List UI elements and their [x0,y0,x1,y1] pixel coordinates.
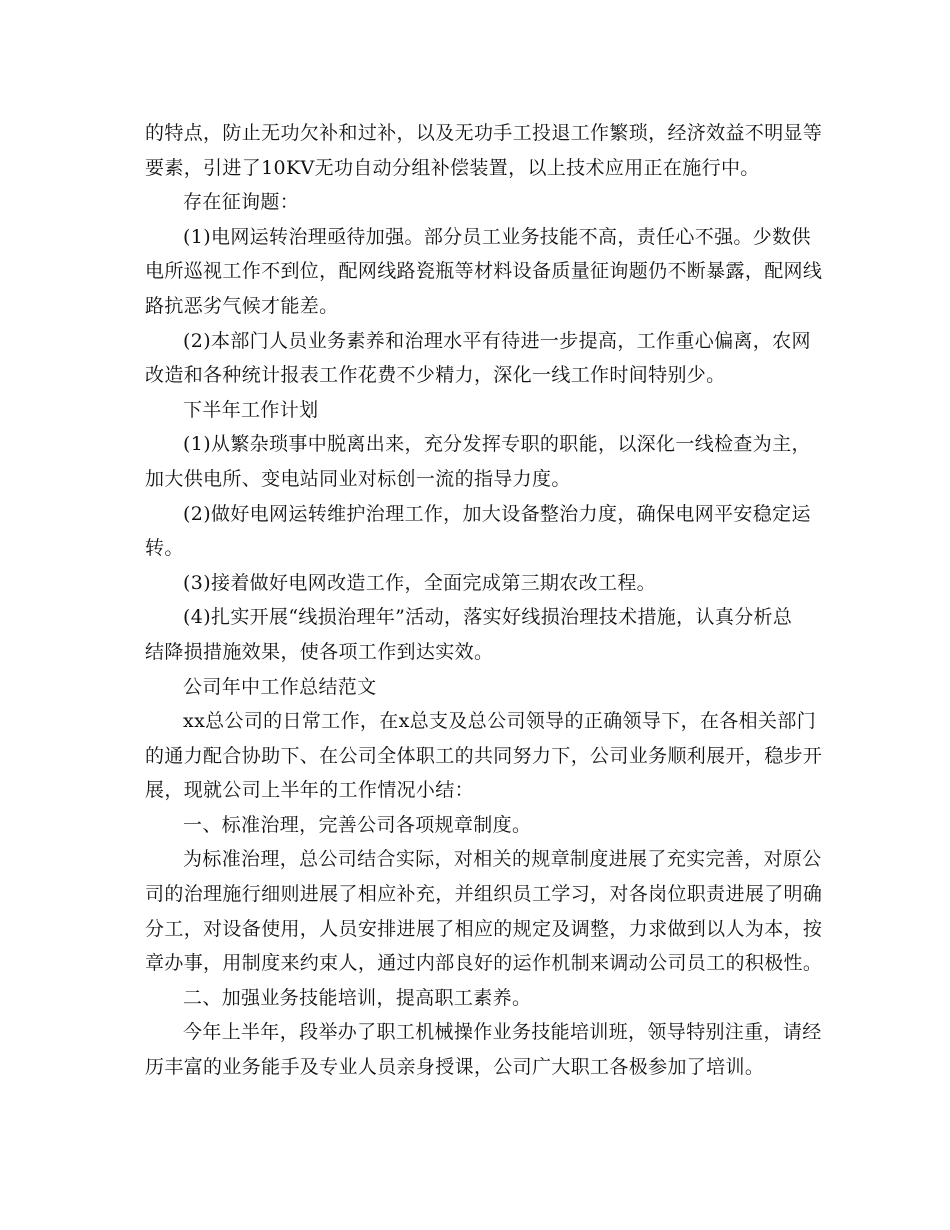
paragraph [145,842,823,980]
text-line: 展，现就公司上半年的工作情况小结： [145,779,474,802]
text-line: 加大供电所、变电站同业对标创一流的指导力度。 [145,467,571,490]
text-line: 的特点，防止无功欠补和过补，以及无功手工投退工作繁琐，经济效益不明显等 [145,122,823,144]
text-line: 二、加强业务技能培训，提高职工素养。 [183,986,532,1009]
text-line: (1)从繁杂琐事中脱离出来，充分发挥专职的职能，以深化一线检查为主， [183,433,811,456]
text-line: 路抗恶劣气候才能差。 [145,294,339,317]
section-heading [145,670,805,705]
text-line: 司的治理施行细则进展了相应补充，并组织员工学习，对各岗位职责进展了明确 [145,883,823,906]
text-line: 一、标准治理，完善公司各项规章制度。 [183,813,532,836]
section-heading [145,393,805,428]
paragraph [145,566,805,601]
text-line: 章办事，用制度来约束人，通过内部良好的运作机制来调动公司员工的积极性。 [145,952,823,975]
text-line: (4)扎实开展“线损治理年”活动，落实好线损治理技术措施，认真分析总 [183,606,793,629]
text-line: (2)做好电网运转维护治理工作，加大设备整治力度，确保电网平安稳定运 [183,502,811,525]
text-line: 分工，对设备使用，人员安排进展了相应的规定及调整，力求做到以人为本，按 [145,917,823,940]
document-body [145,116,823,1085]
text-line: 要素，引进了10KV无功自动分组补偿装置，以上技术应用正在施行中。 [145,156,760,179]
section-heading [145,981,805,1016]
text-line: 公司年中工作总结范文 [183,675,377,698]
text-line: 结降损措施效果，使各项工作到达实效。 [145,640,494,663]
text-line: 转。 [145,537,184,560]
text-line: 电所巡视工作不到位，配网线路瓷瓶等材料设备质量征询题仍不断暴露，配网线 [145,260,823,283]
text-line: (1)电网运转治理亟待加强。部分员工业务技能不高，责任心不强。少数供 [183,225,811,248]
paragraph [145,220,823,324]
section-heading [145,808,805,843]
text-line: (3)接着做好电网改造工作，全面完成第三期农改工程。 [183,571,657,594]
text-line: 历丰富的业务能手及专业人员亲身授课，公司广大职工各极参加了培训。 [145,1056,765,1079]
text-line: 存在征询题： [183,191,300,214]
paragraph [145,324,811,393]
section-heading [145,185,805,220]
paragraph [145,600,805,669]
paragraph [145,1015,822,1084]
paragraph [145,704,823,808]
text-line: xx总公司的日常工作，在x总支及总公司领导的正确领导下，在各相关部门 [183,710,817,733]
text-line: 的通力配合协助下、在公司全体职工的共同努力下，公司业务顺利展开，稳步开 [145,744,823,767]
paragraph [145,497,811,566]
paragraph [145,116,823,185]
text-line: 今年上半年，段举办了职工机械操作业务技能培训班，领导特别注重，请经 [183,1021,822,1044]
text-line: 为标准治理，总公司结合实际，对相关的规章制度进展了充实完善，对原公 [183,848,822,871]
paragraph [145,427,811,496]
text-line: 改造和各种统计报表工作花费不少精力，深化一线工作时间特别少。 [145,364,726,387]
text-line: 下半年工作计划 [183,398,319,421]
text-line: (2)本部门人员业务素养和治理水平有待进一步提高，工作重心偏离，农网 [183,329,811,352]
